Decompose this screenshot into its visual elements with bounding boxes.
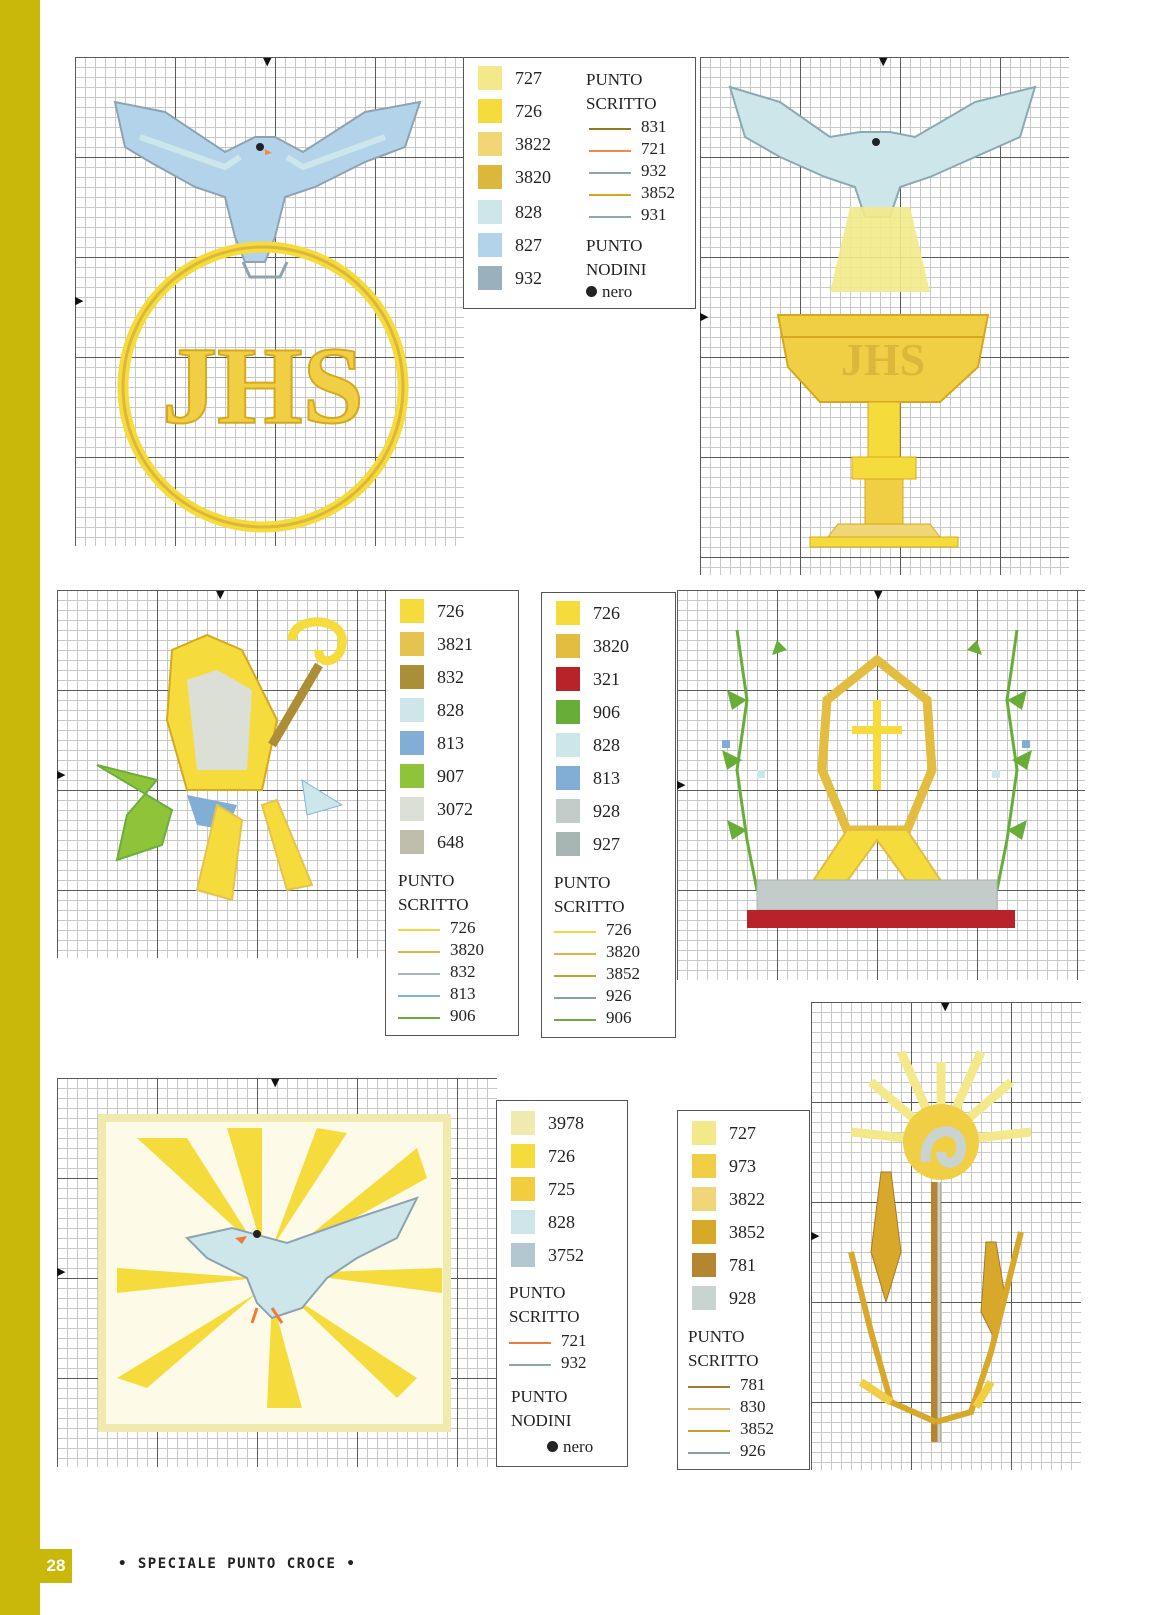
- line-code: 926: [740, 1441, 766, 1460]
- punto-scritto-heading: SCRITTO: [509, 1307, 580, 1326]
- center-arrow-top-5: ▼: [271, 1076, 280, 1089]
- color-swatch: [511, 1177, 535, 1201]
- line-code: 813: [450, 984, 476, 1003]
- thread-line: [554, 953, 596, 955]
- swatch-code: 973: [729, 1156, 756, 1176]
- punto-nodini-heading: PUNTO: [511, 1387, 568, 1406]
- line-code: 906: [606, 1008, 632, 1027]
- legend-wheat-staff: [677, 1110, 810, 1470]
- swatch-code: 726: [437, 601, 464, 621]
- line-code: 726: [450, 918, 476, 937]
- swatch-code: 932: [515, 268, 542, 288]
- wheat-staff-pattern: [811, 1002, 1081, 1470]
- swatch-code: 3820: [593, 636, 629, 656]
- sidebar-band: [0, 0, 40, 1615]
- color-swatch: [400, 632, 424, 656]
- swatch-code: 928: [729, 1288, 756, 1308]
- punto-scritto-heading: SCRITTO: [586, 94, 657, 113]
- dove-jhs-pattern: [75, 57, 464, 546]
- thread-line: [589, 172, 631, 174]
- center-arrow-left-4: ▶: [677, 778, 686, 791]
- line-code: 831: [641, 117, 667, 136]
- swatch-code: 727: [515, 68, 542, 88]
- swatch-code: 725: [548, 1179, 575, 1199]
- thread-line: [589, 194, 631, 196]
- swatch-code: 3752: [548, 1245, 584, 1265]
- swatch-code: 927: [593, 834, 620, 854]
- line-code: 3852: [641, 183, 675, 202]
- center-arrow-top-3: ▼: [216, 588, 225, 601]
- swatch-code: 726: [515, 101, 542, 121]
- color-swatch: [400, 764, 424, 788]
- color-swatch: [556, 766, 580, 790]
- center-arrow-left-1: ▶: [75, 294, 84, 307]
- jhs-monogram: JHS: [162, 324, 364, 447]
- color-swatch: [556, 799, 580, 823]
- thread-line: [688, 1408, 730, 1410]
- punto-scritto-heading: SCRITTO: [688, 1351, 759, 1370]
- nodini-entry: [586, 282, 632, 302]
- color-swatch: [692, 1154, 716, 1178]
- chart-dove-jhs: [75, 57, 464, 546]
- swatch-code: 321: [593, 669, 620, 689]
- color-swatch: [556, 634, 580, 658]
- color-swatch: [511, 1111, 535, 1135]
- dove-rays-pattern: [57, 1078, 497, 1467]
- center-arrow-left-5: ▶: [57, 1265, 66, 1278]
- color-swatch: [478, 200, 502, 224]
- legend-dove-rays: [496, 1100, 628, 1467]
- color-swatch: [511, 1144, 535, 1168]
- punto-nodini-heading: PUNTO: [586, 236, 643, 255]
- dove-chalice-pattern: [700, 57, 1069, 575]
- swatch-code: 726: [548, 1146, 575, 1166]
- line-code: 726: [606, 920, 632, 939]
- color-swatch: [692, 1220, 716, 1244]
- color-swatch: [556, 700, 580, 724]
- page-number: 28: [40, 1549, 72, 1583]
- swatch-code: 813: [593, 768, 620, 788]
- thread-line: [688, 1386, 730, 1388]
- legend-dove-jhs: [463, 57, 696, 309]
- swatch-code: 648: [437, 832, 464, 852]
- line-code: 781: [740, 1375, 766, 1394]
- line-code: 721: [641, 139, 667, 158]
- swatch-code: 828: [437, 700, 464, 720]
- line-code: 931: [641, 205, 667, 224]
- legend-monstrance: [541, 592, 676, 1038]
- black-dot-icon: [586, 286, 597, 297]
- swatch-code: 928: [593, 801, 620, 821]
- thread-line: [398, 995, 440, 997]
- thread-line: [398, 951, 440, 953]
- line-code: 832: [450, 962, 476, 981]
- line-code: 932: [641, 161, 667, 180]
- black-dot-icon: [547, 1441, 558, 1452]
- chart-dove-rays: [57, 1078, 497, 1467]
- mitre-crozier-pattern: [57, 590, 386, 958]
- thread-line: [589, 128, 631, 130]
- color-swatch: [400, 731, 424, 755]
- swatch-code: 727: [729, 1123, 756, 1143]
- dot-label: nero: [602, 282, 633, 301]
- color-swatch: [478, 99, 502, 123]
- swatch-code: 3822: [729, 1189, 765, 1209]
- chart-wheat-staff: [811, 1002, 1081, 1470]
- color-swatch: [556, 832, 580, 856]
- thread-line: [589, 216, 631, 218]
- swatch-code: 906: [593, 702, 620, 722]
- nodini-entry: [547, 1437, 593, 1457]
- color-swatch: [400, 830, 424, 854]
- swatch-code: 832: [437, 667, 464, 687]
- color-swatch: [692, 1253, 716, 1277]
- monstrance-pattern: [677, 590, 1085, 980]
- color-swatch: [400, 797, 424, 821]
- thread-line: [509, 1364, 551, 1366]
- swatch-code: 813: [437, 733, 464, 753]
- punto-scritto-heading: PUNTO: [586, 70, 643, 89]
- line-code: 926: [606, 986, 632, 1005]
- line-code: 3820: [606, 942, 640, 961]
- punto-scritto-heading: SCRITTO: [554, 897, 625, 916]
- center-arrow-top-1: ▼: [263, 55, 272, 68]
- color-swatch: [400, 599, 424, 623]
- thread-line: [688, 1430, 730, 1432]
- swatch-code: 781: [729, 1255, 756, 1275]
- dot-label: nero: [563, 1437, 594, 1456]
- color-swatch: [556, 667, 580, 691]
- color-swatch: [556, 601, 580, 625]
- swatch-code: 3822: [515, 134, 551, 154]
- color-swatch: [692, 1187, 716, 1211]
- thread-line: [509, 1342, 551, 1344]
- punto-scritto-heading: PUNTO: [688, 1327, 745, 1346]
- center-arrow-top-2: ▼: [879, 55, 888, 68]
- punto-scritto-heading: SCRITTO: [398, 895, 469, 914]
- center-arrow-top-4: ▼: [874, 588, 883, 601]
- thread-line: [554, 997, 596, 999]
- color-swatch: [478, 66, 502, 90]
- swatch-code: 3821: [437, 634, 473, 654]
- center-arrow-left-2: ▶: [700, 310, 709, 323]
- color-swatch: [692, 1286, 716, 1310]
- thread-line: [554, 975, 596, 977]
- color-swatch: [478, 266, 502, 290]
- color-swatch: [511, 1210, 535, 1234]
- color-swatch: [400, 698, 424, 722]
- swatch-code: 3978: [548, 1113, 584, 1133]
- thread-line: [589, 150, 631, 152]
- swatch-code: 726: [593, 603, 620, 623]
- line-code: 830: [740, 1397, 766, 1416]
- color-swatch: [692, 1121, 716, 1145]
- thread-line: [398, 929, 440, 931]
- line-code: 3852: [606, 964, 640, 983]
- color-swatch: [478, 132, 502, 156]
- swatch-code: 3820: [515, 167, 551, 187]
- center-arrow-left-6: ▶: [811, 1229, 820, 1242]
- swatch-code: 3852: [729, 1222, 765, 1242]
- color-swatch: [556, 733, 580, 757]
- swatch-code: 907: [437, 766, 464, 786]
- center-arrow-top-6: ▼: [941, 1000, 950, 1013]
- thread-line: [688, 1452, 730, 1454]
- swatch-code: 827: [515, 235, 542, 255]
- line-code: 3820: [450, 940, 484, 959]
- swatch-code: 828: [515, 202, 542, 222]
- legend-mitre-crozier: [385, 590, 519, 1036]
- thread-line: [398, 973, 440, 975]
- line-code: 932: [561, 1353, 587, 1372]
- color-swatch: [478, 233, 502, 257]
- color-swatch: [400, 665, 424, 689]
- punto-nodini-heading: NODINI: [511, 1411, 572, 1430]
- line-code: 906: [450, 1006, 476, 1025]
- punto-scritto-heading: PUNTO: [509, 1283, 566, 1302]
- line-code: 3852: [740, 1419, 774, 1438]
- thread-line: [398, 1017, 440, 1019]
- swatch-code: 3072: [437, 799, 473, 819]
- center-arrow-left-3: ▶: [57, 768, 66, 781]
- chart-monstrance: [677, 590, 1085, 980]
- color-swatch: [511, 1243, 535, 1267]
- punto-scritto-heading: PUNTO: [398, 871, 455, 890]
- punto-nodini-heading: NODINI: [586, 260, 647, 279]
- chalice-monogram: JHS: [840, 334, 926, 385]
- swatch-code: 828: [548, 1212, 575, 1232]
- line-code: 721: [561, 1331, 587, 1350]
- color-swatch: [478, 165, 502, 189]
- magazine-footer: • SPECIALE PUNTO CROCE •: [118, 1556, 357, 1572]
- punto-scritto-heading: PUNTO: [554, 873, 611, 892]
- chart-mitre-crozier: [57, 590, 386, 958]
- swatch-code: 828: [593, 735, 620, 755]
- chart-dove-chalice: [700, 57, 1069, 575]
- thread-line: [554, 1019, 596, 1021]
- thread-line: [554, 931, 596, 933]
